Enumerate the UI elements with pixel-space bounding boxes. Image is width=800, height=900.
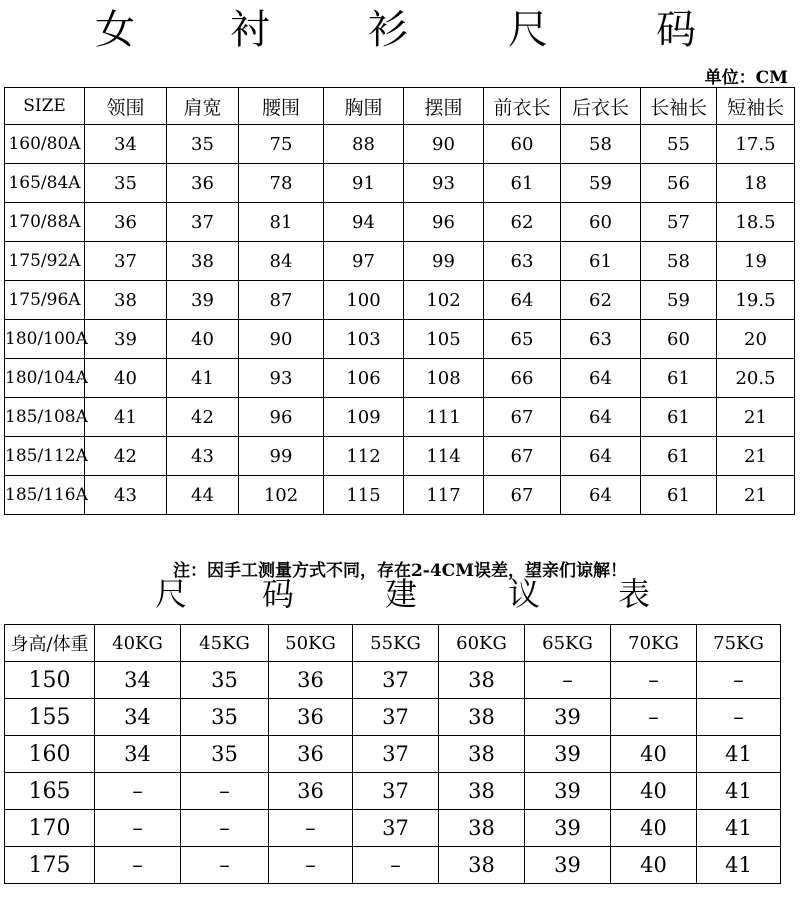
rec-table-cell: – — [697, 699, 781, 736]
rec-table-cell: 37 — [353, 810, 439, 847]
rec-table-cell: 35 — [181, 736, 269, 773]
size-table-cell: 40 — [85, 359, 167, 398]
size-table-cell: 102 — [404, 281, 484, 320]
size-table-row-label: 165/84A — [5, 164, 85, 203]
rec-table-cell: 37 — [353, 773, 439, 810]
size-table-cell: 81 — [239, 203, 324, 242]
size-table-header-cell: 摆围 — [404, 88, 484, 125]
size-table-cell: 60 — [641, 320, 717, 359]
size-table-cell: 34 — [85, 125, 167, 164]
size-table-row — [5, 164, 795, 203]
rec-table-header-cell: 70KG — [611, 625, 697, 662]
size-table-cell: 93 — [239, 359, 324, 398]
size-table-cell: 99 — [404, 242, 484, 281]
rec-table-cell: 39 — [525, 847, 611, 884]
size-table-cell: 18.5 — [717, 203, 795, 242]
rec-table-cell: – — [697, 662, 781, 699]
size-table-cell: 21 — [717, 437, 795, 476]
size-table-cell: 35 — [85, 164, 167, 203]
rec-table-cell: 37 — [353, 699, 439, 736]
size-table-row — [5, 398, 795, 437]
size-table-cell: 19.5 — [717, 281, 795, 320]
size-table-cell: 58 — [641, 242, 717, 281]
rec-table-cell: 39 — [525, 810, 611, 847]
rec-table-header-cell: 60KG — [439, 625, 525, 662]
rec-table-header-cell: 40KG — [95, 625, 181, 662]
size-table-cell: 59 — [561, 164, 641, 203]
size-table-header-cell: 前衣长 — [484, 88, 561, 125]
size-table-row-label: 175/92A — [5, 242, 85, 281]
title-char: 码 — [656, 7, 696, 53]
size-table-row-label: 180/100A — [5, 320, 85, 359]
size-table-cell: 64 — [561, 359, 641, 398]
size-table-cell: 36 — [167, 164, 239, 203]
size-table-cell: 61 — [641, 476, 717, 515]
rec-table-cell: 35 — [181, 699, 269, 736]
rec-table-cell: – — [525, 662, 611, 699]
rec-table-cell: – — [353, 847, 439, 884]
size-table-cell: 78 — [239, 164, 324, 203]
size-table-cell: 64 — [484, 281, 561, 320]
rec-table-header-cell: 50KG — [269, 625, 353, 662]
size-table-header-cell: 肩宽 — [167, 88, 239, 125]
rec-table-cell: – — [269, 847, 353, 884]
size-table-cell: 103 — [324, 320, 404, 359]
size-table-row — [5, 242, 795, 281]
size-table-cell: 111 — [404, 398, 484, 437]
size-table-cell: 63 — [484, 242, 561, 281]
size-table-cell: 90 — [239, 320, 324, 359]
size-table-cell: 99 — [239, 437, 324, 476]
size-table-cell: 112 — [324, 437, 404, 476]
size-table-row — [5, 476, 795, 515]
size-table-header-cell: 长袖长 — [641, 88, 717, 125]
size-table-cell: 37 — [85, 242, 167, 281]
rec-table-cell: 39 — [525, 773, 611, 810]
size-table-cell: 40 — [167, 320, 239, 359]
rec-table-cell: 36 — [269, 736, 353, 773]
size-table-row — [5, 203, 795, 242]
page-title — [0, 2, 800, 58]
rec-table-cell: 34 — [95, 699, 181, 736]
rec-table-row-label: 160 — [5, 736, 95, 773]
rec-table-row — [5, 773, 781, 810]
size-table-row — [5, 320, 795, 359]
size-table-cell: 42 — [167, 398, 239, 437]
size-table-cell: 61 — [641, 437, 717, 476]
size-table-cell: 109 — [324, 398, 404, 437]
rec-table-cell: – — [95, 847, 181, 884]
size-table-header-cell: SIZE — [5, 88, 85, 125]
rec-table-header-cell: 身高/体重 — [5, 625, 95, 662]
rec-table-cell: 40 — [611, 847, 697, 884]
rec-table-row-label: 175 — [5, 847, 95, 884]
size-table-cell: 19 — [717, 242, 795, 281]
size-table-cell: 35 — [167, 125, 239, 164]
rec-table-cell: 36 — [269, 699, 353, 736]
size-table-header — [5, 88, 795, 125]
size-table-cell: 105 — [404, 320, 484, 359]
size-table-cell: 61 — [561, 242, 641, 281]
size-table-cell: 41 — [85, 398, 167, 437]
size-table-cell: 21 — [717, 398, 795, 437]
rec-table-cell: 38 — [439, 662, 525, 699]
rec-table-cell: – — [611, 662, 697, 699]
title-char: 建 — [385, 575, 418, 613]
size-table-cell: 88 — [324, 125, 404, 164]
size-table-cell: 114 — [404, 437, 484, 476]
size-table-row-label: 170/88A — [5, 203, 85, 242]
size-table-cell: 39 — [85, 320, 167, 359]
size-table-cell: 67 — [484, 437, 561, 476]
rec-table-cell: 36 — [269, 773, 353, 810]
recommendation-table — [4, 624, 781, 884]
size-table-header-cell: 胸围 — [324, 88, 404, 125]
size-table-cell: 36 — [85, 203, 167, 242]
size-table-cell: 37 — [167, 203, 239, 242]
rec-table-cell: 34 — [95, 662, 181, 699]
rec-table-cell: – — [95, 810, 181, 847]
rec-table-cell: 41 — [697, 736, 781, 773]
rec-table-row — [5, 699, 781, 736]
rec-table-header-cell: 55KG — [353, 625, 439, 662]
size-table-cell: 115 — [324, 476, 404, 515]
size-table-cell: 63 — [561, 320, 641, 359]
title-char: 女 — [95, 7, 135, 53]
size-table-header-cell: 后衣长 — [561, 88, 641, 125]
size-table-cell: 62 — [484, 203, 561, 242]
rec-table-cell: 40 — [611, 736, 697, 773]
rec-table-cell: – — [611, 699, 697, 736]
size-table-cell: 75 — [239, 125, 324, 164]
rec-table-cell: 40 — [611, 773, 697, 810]
size-table-row-label: 185/112A — [5, 437, 85, 476]
rec-table-cell: 40 — [611, 810, 697, 847]
size-table-cell: 90 — [404, 125, 484, 164]
rec-table-row-label: 165 — [5, 773, 95, 810]
size-table-cell: 65 — [484, 320, 561, 359]
size-table-cell: 60 — [484, 125, 561, 164]
rec-table-row — [5, 662, 781, 699]
size-table-cell: 94 — [324, 203, 404, 242]
rec-table-header-cell: 65KG — [525, 625, 611, 662]
title-char: 表 — [618, 575, 651, 613]
size-table-cell: 44 — [167, 476, 239, 515]
rec-table-header-cell: 75KG — [697, 625, 781, 662]
size-table-cell: 97 — [324, 242, 404, 281]
size-table-cell: 57 — [641, 203, 717, 242]
rec-table-row-label: 150 — [5, 662, 95, 699]
size-table-cell: 39 — [167, 281, 239, 320]
rec-table-cell: 34 — [95, 736, 181, 773]
size-table-row — [5, 437, 795, 476]
size-table-cell: 58 — [561, 125, 641, 164]
size-table-cell: 106 — [324, 359, 404, 398]
size-table — [4, 87, 795, 515]
rec-table-cell: – — [181, 773, 269, 810]
rec-table-cell: 41 — [697, 810, 781, 847]
rec-table-cell: 41 — [697, 773, 781, 810]
rec-table-cell: 39 — [525, 699, 611, 736]
rec-table-header — [5, 625, 781, 662]
rec-table-header-cell: 45KG — [181, 625, 269, 662]
rec-table-cell: 38 — [439, 810, 525, 847]
title-char: 尺 — [508, 7, 548, 53]
size-table-row-label: 160/80A — [5, 125, 85, 164]
rec-table-cell: 37 — [353, 662, 439, 699]
size-table-cell: 20 — [717, 320, 795, 359]
size-table-cell: 56 — [641, 164, 717, 203]
size-table-cell: 38 — [85, 281, 167, 320]
size-table-row-label: 175/96A — [5, 281, 85, 320]
rec-table-cell: – — [269, 810, 353, 847]
size-table-cell: 91 — [324, 164, 404, 203]
size-table-row — [5, 125, 795, 164]
size-table-cell: 100 — [324, 281, 404, 320]
title-char: 衬 — [230, 7, 270, 53]
size-table-cell: 20.5 — [717, 359, 795, 398]
rec-table-row-label: 170 — [5, 810, 95, 847]
size-table-cell: 62 — [561, 281, 641, 320]
size-table-cell: 61 — [641, 359, 717, 398]
size-table-cell: 43 — [85, 476, 167, 515]
size-table-cell: 18 — [717, 164, 795, 203]
size-table-cell: 42 — [85, 437, 167, 476]
rec-table-cell: 38 — [439, 847, 525, 884]
rec-table-cell: – — [181, 847, 269, 884]
size-table-cell: 59 — [641, 281, 717, 320]
size-table-cell: 64 — [561, 476, 641, 515]
rec-table-cell: 35 — [181, 662, 269, 699]
size-table-cell: 67 — [484, 476, 561, 515]
size-table-cell: 87 — [239, 281, 324, 320]
title-char: 衫 — [368, 7, 408, 53]
size-table-cell: 61 — [641, 398, 717, 437]
size-table-cell: 60 — [561, 203, 641, 242]
size-table-header-cell: 短袖长 — [717, 88, 795, 125]
size-table-row — [5, 281, 795, 320]
size-table-cell: 43 — [167, 437, 239, 476]
size-table-row-label: 185/108A — [5, 398, 85, 437]
rec-table-cell: 41 — [697, 847, 781, 884]
title-char: 尺 — [155, 575, 188, 613]
size-table-row — [5, 359, 795, 398]
size-table-cell: 64 — [561, 398, 641, 437]
rec-table-row — [5, 810, 781, 847]
rec-table-cell: 37 — [353, 736, 439, 773]
rec-table-cell: 38 — [439, 699, 525, 736]
rec-table-row — [5, 847, 781, 884]
rec-table-cell: 38 — [439, 736, 525, 773]
size-table-cell: 96 — [239, 398, 324, 437]
size-table-cell: 66 — [484, 359, 561, 398]
size-table-row-label: 180/104A — [5, 359, 85, 398]
rec-table-cell: 39 — [525, 736, 611, 773]
measurement-note: 注：因手工测量方式不同，存在2-4CM误差，望亲们谅解！ — [172, 561, 628, 581]
rec-table-cell: 36 — [269, 662, 353, 699]
size-table-row-label: 185/116A — [5, 476, 85, 515]
rec-table-row — [5, 736, 781, 773]
size-table-cell: 67 — [484, 398, 561, 437]
size-table-cell: 41 — [167, 359, 239, 398]
size-table-cell: 84 — [239, 242, 324, 281]
rec-table-row-label: 155 — [5, 699, 95, 736]
size-table-cell: 21 — [717, 476, 795, 515]
rec-table-cell: 38 — [439, 773, 525, 810]
section-title — [0, 572, 800, 616]
size-table-cell: 96 — [404, 203, 484, 242]
size-table-cell: 55 — [641, 125, 717, 164]
size-table-cell: 64 — [561, 437, 641, 476]
size-table-cell: 38 — [167, 242, 239, 281]
size-table-header-cell: 腰围 — [239, 88, 324, 125]
size-table-cell: 117 — [404, 476, 484, 515]
size-table-cell: 61 — [484, 164, 561, 203]
size-table-cell: 102 — [239, 476, 324, 515]
size-table-cell: 93 — [404, 164, 484, 203]
size-table-cell: 108 — [404, 359, 484, 398]
title-char: 议 — [508, 575, 541, 613]
unit-label: 单位：CM — [704, 68, 788, 88]
size-table-cell: 17.5 — [717, 125, 795, 164]
size-table-header-cell: 领围 — [85, 88, 167, 125]
rec-table-cell: – — [95, 773, 181, 810]
title-char: 码 — [262, 575, 295, 613]
rec-table-cell: – — [181, 810, 269, 847]
